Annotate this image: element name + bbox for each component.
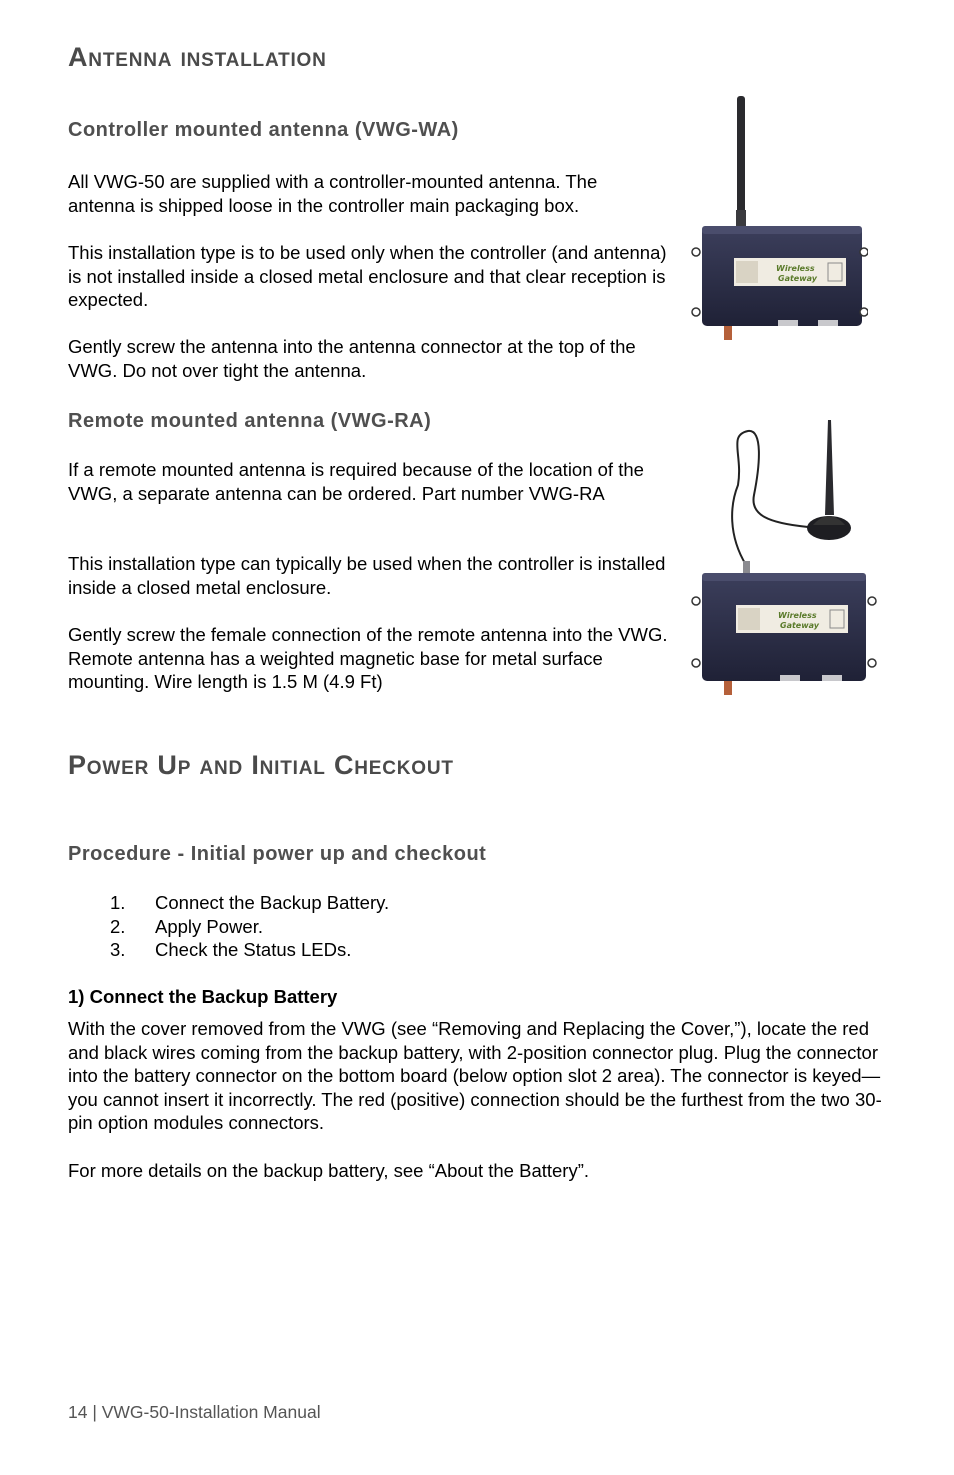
- controller-paragraph-3: Gently screw the antenna into the antenna connector at the top of the VWG. Do not over tight the antenna.: [68, 336, 636, 381]
- controller-paragraph-1: All VWG-50 are supplied with a controller-mounted antenna. The antenna is shipped loose in the controller main packaging box.: [68, 171, 598, 216]
- remote-paragraph-3: Gently screw the female connection of the remote antenna into the VWG. Remote antenna has a weighted magnetic base for metal surface mounting. Wire length is 1.5 M (4.9 Ft): [68, 624, 668, 692]
- battery-heading: 1) Connect the Backup Battery: [68, 986, 338, 1007]
- power-terminal: [724, 326, 732, 340]
- power-terminal: [724, 681, 732, 695]
- device-label-line2: Gateway: [780, 621, 819, 630]
- antenna-whip: [737, 96, 745, 228]
- list-item: 3. Check the Status LEDs.: [110, 939, 352, 960]
- controller-paragraph-2: This installation type is to be used only when the controller (and antenna) is not installed inside a closed metal enclosure and that clear reception is expected.: [68, 242, 667, 310]
- list-item: 2. Apply Power.: [110, 915, 263, 937]
- remote-paragraph-2: This installation type can typically be used when the controller is installed inside a closed metal enclosure.: [68, 553, 666, 598]
- remote-antenna-heading: Remote mounted antenna (VWG-RA): [68, 410, 432, 432]
- antenna-cable: [732, 431, 808, 565]
- list-item: 1. Connect the Backup Battery.: [110, 892, 390, 913]
- page-footer: 14 | VWG-50-Installation Manual: [68, 1402, 321, 1422]
- device-label-line2: Gateway: [778, 274, 817, 283]
- procedure-steps: [110, 891, 389, 962]
- power-up-title: Power Up and Initial Checkout: [68, 750, 454, 780]
- device-label-line1: Wireless: [778, 611, 817, 620]
- battery-paragraph-2: For more details on the backup battery, see “About the Battery”.: [68, 1160, 590, 1181]
- procedure-heading: Procedure - Initial power up and checkout: [68, 843, 487, 865]
- controller-antenna-heading: Controller mounted antenna (VWG-WA): [68, 119, 459, 141]
- device-label-line1: Wireless: [776, 264, 815, 273]
- controller-mounted-antenna-photo: [688, 92, 868, 344]
- remote-paragraph-1: If a remote mounted antenna is required because of the location of the VWG, a separate antenna can be ordered. Part number VWG-RA: [68, 459, 644, 504]
- antenna-installation-title: Antenna installation: [68, 42, 327, 72]
- remote-mounted-antenna-photo: [688, 415, 880, 697]
- remote-antenna-whip: [825, 420, 834, 515]
- battery-paragraph-1: With the cover removed from the VWG (see “Removing and Replacing the Cover,”), locate the red and black wires coming from the backup battery, with 2-position connector plug. Plug the connector into the battery connector on the bottom board (below option slot 2 area). The connector is keyed—you cannot insert it incorrectly. The red (positive) connection should be the furthest from the two 30-pin option modules connectors.: [68, 1018, 882, 1133]
